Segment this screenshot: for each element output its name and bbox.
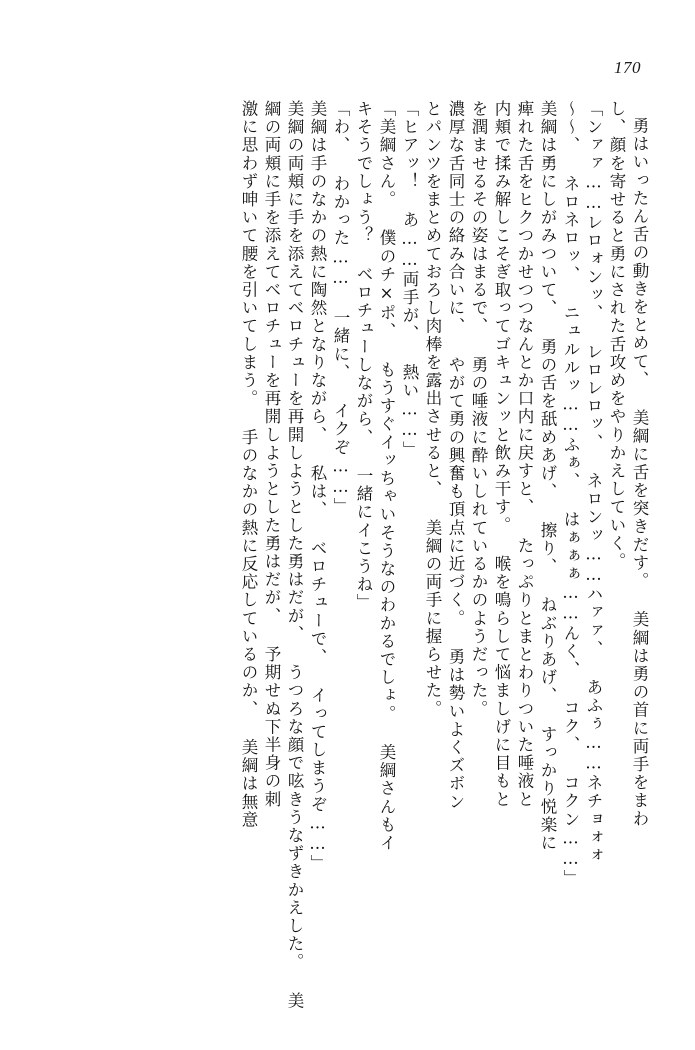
text-line: 濃厚な舌同士の絡み合いに、 やがて勇の興奮も頂点に近づく。 勇は勢いよくズボン: [446, 100, 465, 811]
text-line: 「わ、 わかった…… 一緒に、 イクぞ……」: [331, 100, 350, 516]
text-line: 綱の両頬に手を添えてベロチューを再開しようとした勇はだが、 予期せぬ下半身の刺: [262, 100, 281, 809]
text-line: 「ンァァ……レロォンッ、 レロレロッ、 ネロンッ……ハァァ、 あふぅ……ネチョォォ: [584, 100, 603, 865]
page-number: 170: [614, 58, 641, 77]
text-line: 勇はいったん舌の動きをとめて、 美綱に舌を突きだす。 美綱は勇の首に両手をまわ: [630, 117, 649, 828]
text-line: 美綱の両頬に手を添えてベロチューを再開しようとした勇はだが、 うつろな顔で呟きうなずきかえした。 美: [285, 100, 304, 1010]
text-line: 痺れた舌をヒクつかせつつなんとか口内に戻すと、 たっぷりとまとわりついた唾液と: [515, 100, 534, 809]
text-line: 美綱は勇にしがみついて、 勇の舌を舐めあげ、 擦り、 ねぶりあげ、 すっかり悦楽に: [538, 100, 557, 853]
text-line: を潤ませるその姿はまるで、 勇の唾液に酔いしれているかのようだった。: [469, 100, 488, 718]
text-line: 〜〜、 ネロネロッ、 ニュルルッ……ふぁ、 はぁぁぁ……んく、 コク、 コクン……」: [561, 100, 580, 888]
text-line: し、顔を寄せると勇にされた舌攻めをやりかえしていく。: [607, 100, 626, 571]
text-line: 激に思わず呻いて腰を引いてしまう。 手のなかの熱に反応しているのか、 美綱は無意: [239, 100, 258, 829]
text-line: とパンツをまとめておろし肉棒を露出させると、 美綱の両手に握らせた。: [423, 100, 442, 718]
text-line: 内頬で揉み解しこそぎ取ってゴキュンッと飲み干す。 喉を鳴らして悩ましげに目もと: [492, 100, 511, 809]
text-line: 「ヒアッ！ あ……両手が、 熱い……」: [400, 100, 419, 459]
text-line: 「美綱さん。 僕のチ×ポ、 もうすぐイッちゃいそうなのわかるでしょ。 美綱さんもイ: [377, 100, 396, 853]
text-line: 美綱は手のなかの熱に陶然となりながら、 私は、 ベロチューで、 イってしまうぞ……」: [308, 100, 327, 873]
text-line: キそうでしょう？ ベロチューしながら、 一緒にイこうね」: [354, 100, 373, 612]
vertical-text-body: [37, 100, 649, 1010]
